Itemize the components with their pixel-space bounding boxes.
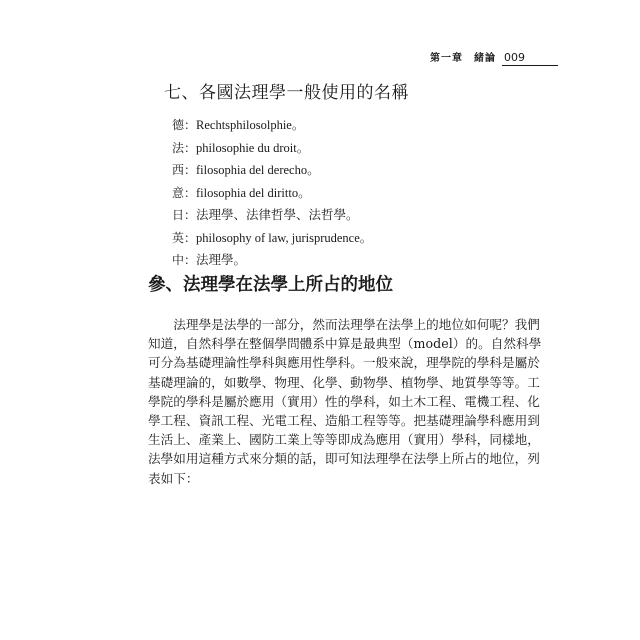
- list-item: [172, 159, 372, 182]
- language-label: 英：: [172, 230, 197, 245]
- running-header: [430, 51, 558, 66]
- paragraph-line: 基礎理論的，如數學、物理、化學、動物學、植物學、地質學等等。工: [148, 374, 540, 390]
- language-term: 法理學。: [196, 253, 247, 267]
- paragraph-line: 法理學是法學的一部分，然而法理學在法學上的地位如何呢？我們: [148, 317, 540, 332]
- language-label: 日：: [172, 208, 197, 222]
- paragraph-line: 學工程、資訊工程、光電工程、造船工程等等。把基礎理論學科應用到: [148, 412, 540, 428]
- paragraph-line: 法學如用這種方式來分類的話，即可知法理學在法學上所占的地位，列: [148, 451, 540, 467]
- part-heading: 參、法理學在法學上所占的地位: [148, 275, 393, 295]
- language-term: 法理學、法律哲學、法哲學。: [196, 208, 359, 222]
- section-heading: 七、各國法理學一般使用的名稱: [164, 83, 409, 103]
- list-item: [172, 204, 372, 227]
- list-item: [172, 137, 372, 160]
- body-paragraph: [148, 315, 542, 488]
- paragraph-line: 生活上、產業上、國防工業上等等即成為應用（實用）學科，同樣地，: [148, 432, 540, 448]
- list-item: [172, 114, 372, 137]
- language-term: filosophia del derecho。: [196, 163, 320, 177]
- paragraph-line: 表如下：: [148, 470, 199, 486]
- language-label: 法：: [172, 140, 197, 155]
- list-item: [172, 249, 372, 272]
- language-term: Rechtsphilosolphie。: [196, 118, 305, 132]
- language-label: 意：: [172, 185, 197, 200]
- language-term: philosophie du droit。: [196, 140, 310, 155]
- language-term: filosophia del diritto。: [196, 185, 311, 200]
- page-number: 009: [502, 51, 558, 66]
- paragraph-line: 知道，自然科學在整個學問體系中算是最典型（model）的。自然科學: [148, 336, 542, 352]
- chapter-label: 第一章 緒論: [430, 53, 496, 64]
- language-label: 中：: [172, 253, 197, 267]
- list-item: [172, 227, 372, 250]
- paragraph-line: 學院的學科是屬於應用（實用）性的學科，如土木工程、電機工程、化: [148, 393, 540, 409]
- paragraph-line: 可分為基礎理論性學科與應用性學科。一般來說，理學院的學科是屬於: [148, 355, 540, 371]
- language-label: 德：: [172, 118, 197, 132]
- language-label: 西：: [172, 163, 197, 177]
- law-names-list: [172, 114, 372, 272]
- language-term: philosophy of law, jurisprudence。: [196, 230, 373, 245]
- list-item: [172, 182, 372, 205]
